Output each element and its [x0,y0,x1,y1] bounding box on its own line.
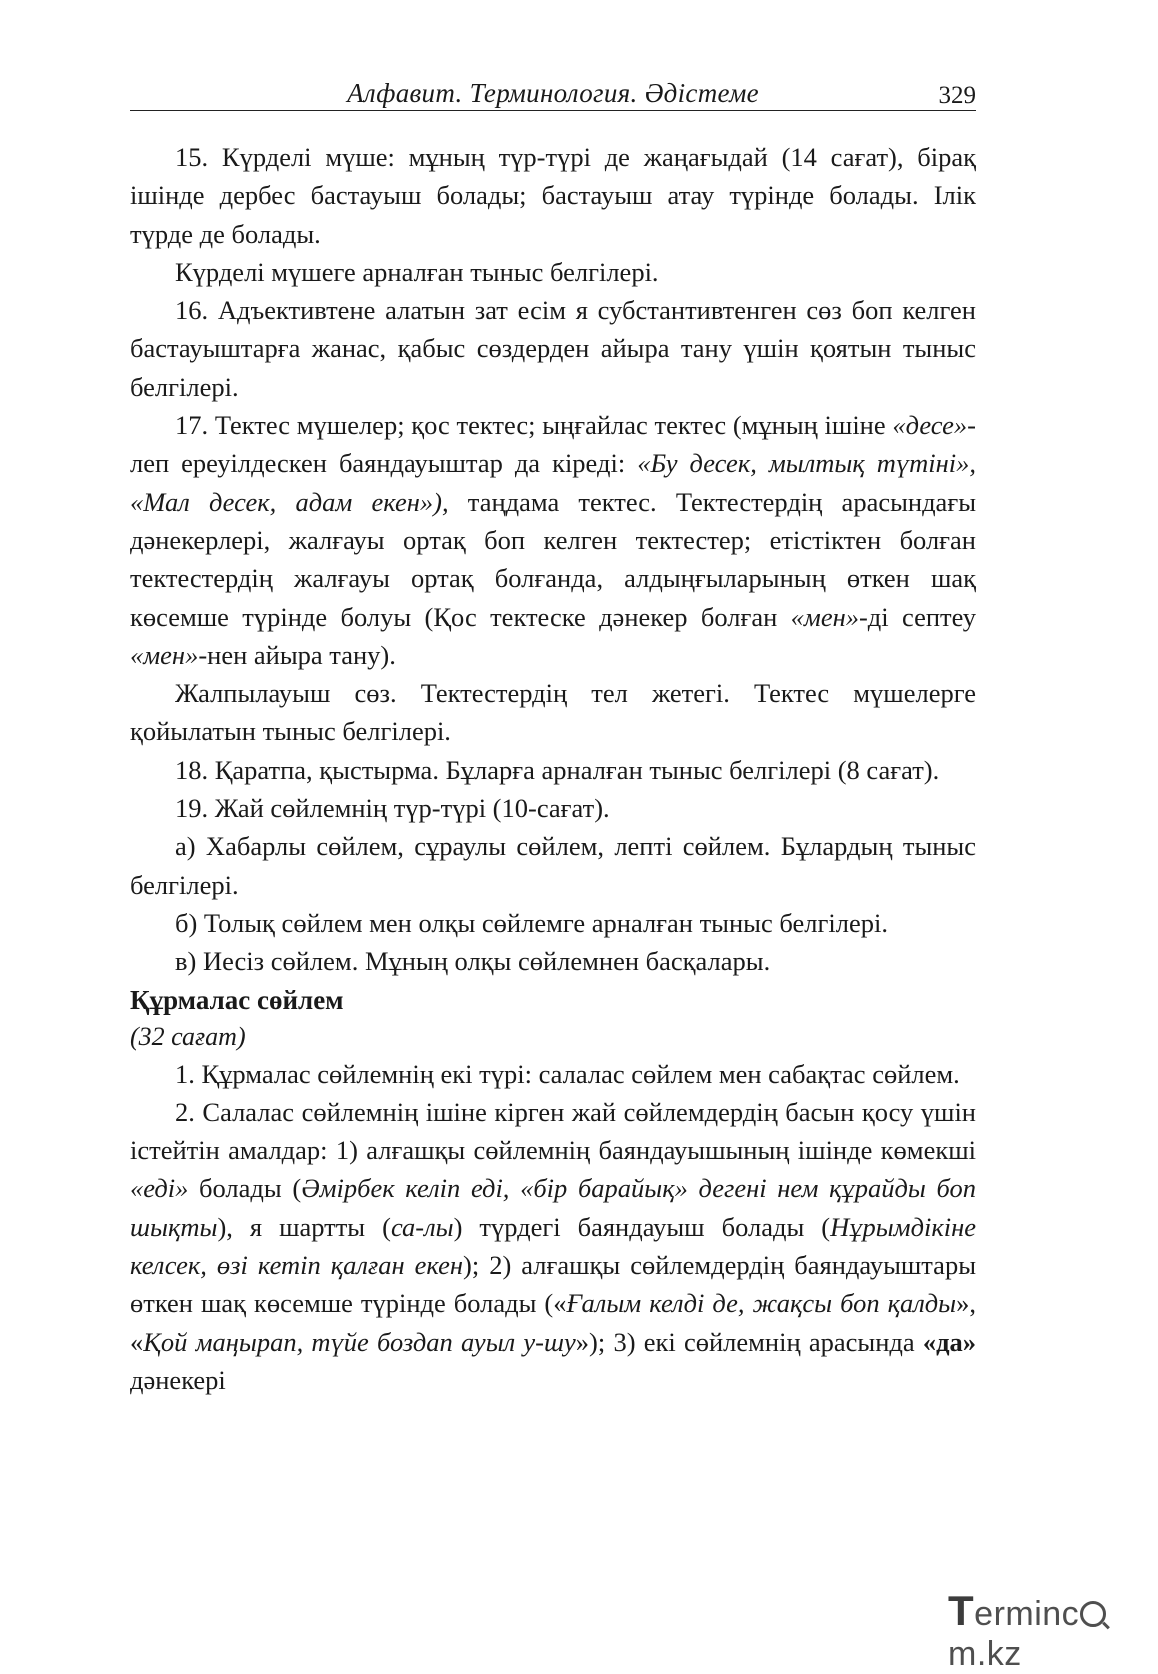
text-run: «мен» [790,601,859,632]
text-run: 18. Қаратпа, қыстырма. Бұларға арналған тыныс белгілері (8 сағат). [175,754,940,785]
paragraph-p19 [130,789,976,827]
paragraph-p19c [130,942,976,980]
text-run: 19. Жай сөйлемнің түр-түрі (10-сағат). [175,793,610,824]
page-number: 329 [938,82,976,109]
text-run: ); 2) алғашқы сөйлемдердің баяндауыштары өткен шақ көсемше түрінде болады (« [130,1250,976,1319]
paragraph-p17 [130,406,976,674]
text-run: Ғалым келді де, жақсы боп қалды [566,1288,957,1319]
text-run: «мен» [130,639,199,670]
running-header-title: Алфавит. Терминология. Әдістеме [347,78,759,108]
text-run: 17. Тектес мүшелер; қос тектес; ыңғайлас тектес (мұның ішіне [175,410,893,441]
text-run: «еді» [130,1173,189,1204]
watermark-first-letter: T [948,1587,975,1634]
text-run: Әмірбек келіп еді, «бір барайық» дегені нем құрайды боп шықты [130,1173,976,1242]
text-run: в) Иесіз сөйлем. Мұның олқы сөйлемнен басқалары. [175,946,771,977]
running-header [130,76,976,111]
text-run: а) Хабарлы сөйлем, сұраулы сөйлем, лепті сөйлем. Бұлардың тыныс белгілері. [130,831,976,900]
text-run: 1. Құрмалас сөйлемнің екі түрі: салалас сөйлем мен сабақтас сөйлем. [175,1058,960,1089]
text-run: болады ( [188,1173,302,1204]
text-run: са-лы [390,1211,454,1242]
paragraph-p15 [130,138,976,253]
paragraph-p19a [130,827,976,904]
paragraph-p16 [130,291,976,406]
text-run: дәнекері [130,1364,226,1395]
text-run: ) түрдегі баяндауыш болады ( [453,1211,831,1242]
paragraph-p17b [130,674,976,751]
paragraph-group-top [130,138,976,981]
text-run: Жалпылауыш сөз. Тектестердің тел жетегі. Тектес мүшелерге қойылатын тыныс белгілері. [130,678,976,747]
text-run: Күрделі мүшеге арналған тыныс белгілері. [175,256,659,287]
section-title: Құрмалас сөйлем [130,984,344,1015]
text-run: б) Толық сөйлем мен олқы сөйлемге арналған тыныс белгілері. [175,907,888,938]
text-run: »); 3) екі сөйлемнің арасында [575,1326,923,1357]
paragraph-s2 [130,1093,976,1399]
text-run: Қой маңырап, түйе боздап ауыл у-шу [143,1326,576,1357]
paragraph-group-bottom [130,1055,976,1400]
site-watermark-logo [948,1587,1158,1674]
paragraph-p15b [130,253,976,291]
text-run: -леп ереуілдескен баяндауыштар да кіреді: [130,410,976,479]
text-run: «десе» [892,410,968,441]
paragraph-p19b [130,904,976,942]
watermark-text-a: erminc [974,1595,1080,1633]
paragraph-s1 [130,1055,976,1093]
watermark-text-b: m.kz [948,1635,1022,1673]
page-body [130,138,976,1399]
text-run: -ді септеу [858,601,976,632]
text-run: таңдама тектес. Тектестердің арасындағы дәнекерлері, жалғауы ортақ боп келген тектестер; етістіктен болған тектестердің жалғауы ортақ болғанда, алдыңғыларының өткен шақ көсемше түрінде болуы (Қос тектеске дәнекер болған [130,486,976,632]
section-subtitle: (32 сағат) [130,1021,246,1051]
text-run: 15. Күрделі мүше: мұның түр-түрі де жаңағыдай (14 сағат), бірақ ішінде дербес бастауыш болады; бастауыш атау түрінде болады. Ілік түрде де болады. [130,142,976,249]
text-run: «Бу десек, мылтық түтіні», «Мал десек, адам екен»), [130,448,977,517]
text-run: -нен айыра тану). [198,639,396,670]
magnifier-icon [1080,1601,1106,1627]
text-run: 2. Салалас сөйлемнің ішіне кірген жай сөйлемдердің басын қосу үшін істейтін амалдар: 1) алғашқы сөйлемнің баяндауышының ішінде көмекші [130,1096,976,1166]
text-run: », « [130,1288,976,1357]
text-run: «да» [922,1326,976,1357]
text-run: ), я шартты ( [217,1211,391,1242]
text-run: 16. Адъективтене алатын зат есім я субстантивтенген сөз боп келген бастауыштарға жанас, қабыс сөздерден айыра тану үшін қоятын тыныс белгілері. [130,295,976,402]
paragraph-p18 [130,751,976,789]
text-run: Нұрымдікіне келсек, өзі кетіп қалған екен [130,1211,977,1281]
